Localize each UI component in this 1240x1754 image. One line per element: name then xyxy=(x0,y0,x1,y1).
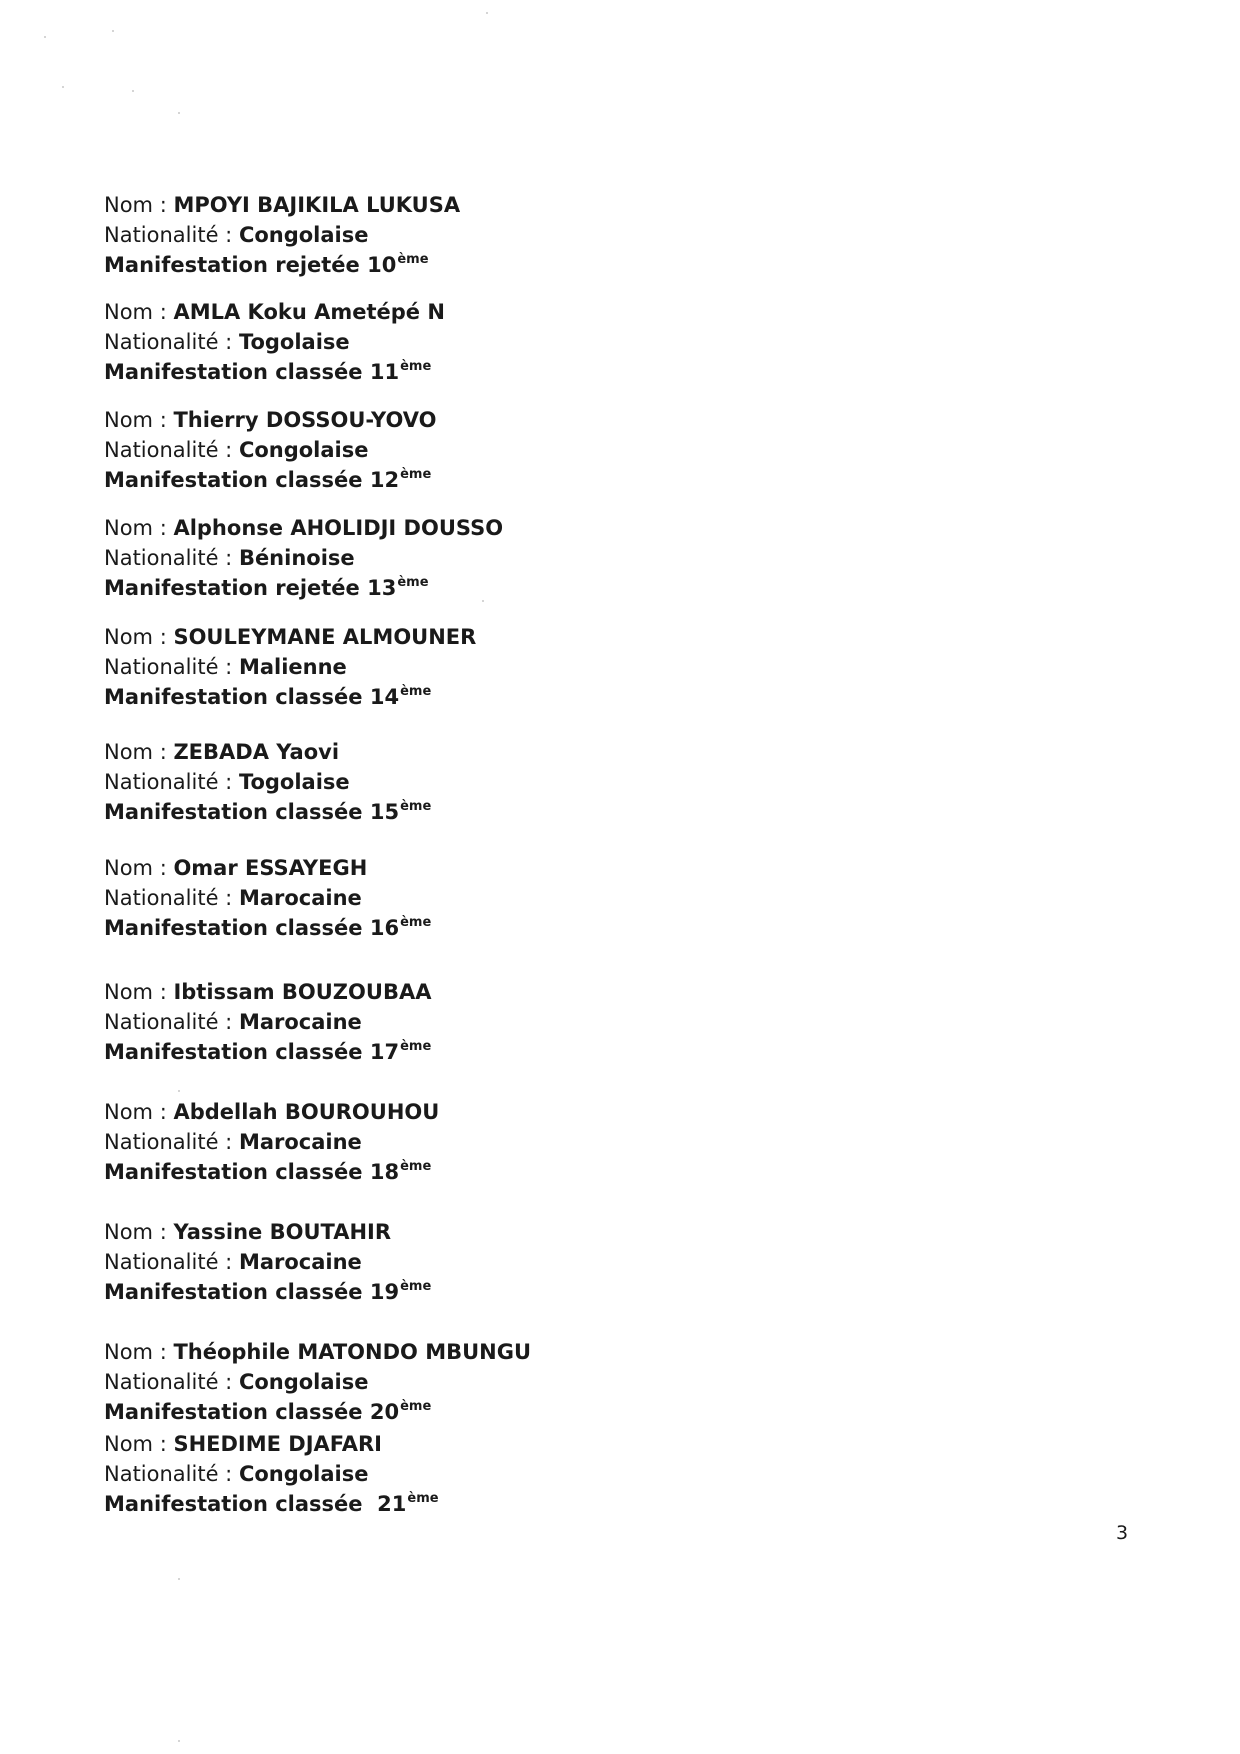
candidate-name: Abdellah BOUROUHOU xyxy=(173,1100,440,1124)
name-label: Nom xyxy=(104,625,154,649)
nationality-label: Nationalité xyxy=(104,770,219,794)
candidate-nationality: Marocaine xyxy=(238,886,362,910)
candidate-entry-5 xyxy=(104,622,476,716)
candidate-nationality: Togolaise xyxy=(238,330,350,354)
candidate-entry-8 xyxy=(104,977,431,1071)
candidate-entry-3 xyxy=(104,405,437,499)
candidate-rank: 20 xyxy=(369,1400,400,1424)
name-label: Nom xyxy=(104,740,154,764)
candidate-nationality: Marocaine xyxy=(238,1250,362,1274)
rank-suffix: ème xyxy=(400,799,432,814)
nationality-label: Nationalité xyxy=(104,1130,219,1154)
nationality-line: Nationalité : Congolaise xyxy=(104,438,369,462)
nationality-label: Nationalité xyxy=(104,1370,219,1394)
nationality-label: Nationalité xyxy=(104,655,219,679)
name-line: Nom : SOULEYMANE ALMOUNER xyxy=(104,625,477,649)
nationality-label: Nationalité xyxy=(104,1010,219,1034)
nationality-label: Nationalité xyxy=(104,546,219,570)
candidate-nationality: Congolaise xyxy=(238,1370,369,1394)
candidate-rank: 18 xyxy=(369,1160,400,1184)
nationality-line: Nationalité : Marocaine xyxy=(104,1250,362,1274)
candidate-status: Manifestation classée xyxy=(104,685,363,709)
scan-speck xyxy=(178,1740,180,1742)
name-line: Nom : MPOYI BAJIKILA LUKUSA xyxy=(104,193,461,217)
name-label: Nom xyxy=(104,300,154,324)
candidate-entry-4 xyxy=(104,513,503,607)
name-label: Nom xyxy=(104,516,154,540)
candidate-entry-10 xyxy=(104,1217,431,1311)
name-label: Nom xyxy=(104,193,154,217)
name-label: Nom xyxy=(104,1340,154,1364)
candidate-status: Manifestation classée xyxy=(104,1492,363,1516)
name-label: Nom xyxy=(104,1432,154,1456)
rank-suffix: ème xyxy=(400,1399,432,1414)
nationality-label: Nationalité xyxy=(104,1462,219,1486)
candidate-rank: 10 xyxy=(367,253,397,277)
candidate-status: Manifestation classée xyxy=(104,1400,363,1424)
candidate-status: Manifestation rejetée xyxy=(104,253,360,277)
rank-suffix: ème xyxy=(400,467,432,482)
nationality-line: Nationalité : Togolaise xyxy=(104,330,350,354)
candidate-entry-7 xyxy=(104,853,431,947)
candidate-status: Manifestation classée xyxy=(104,468,363,492)
candidate-entry-11 xyxy=(104,1337,531,1431)
rank-suffix: ème xyxy=(400,1159,432,1174)
candidate-entry-2 xyxy=(104,297,445,391)
status-line xyxy=(104,1397,531,1431)
status-line xyxy=(104,797,431,831)
candidate-name: SOULEYMANE ALMOUNER xyxy=(173,625,477,649)
name-label: Nom xyxy=(104,1100,154,1124)
candidate-entry-9 xyxy=(104,1097,439,1191)
candidate-nationality: Marocaine xyxy=(238,1010,362,1034)
candidate-rank: 13 xyxy=(367,576,397,600)
candidate-nationality: Congolaise xyxy=(238,1462,369,1486)
status-line xyxy=(104,1277,431,1311)
candidate-rank: 12 xyxy=(369,468,400,492)
candidate-name: Alphonse AHOLIDJI DOUSSO xyxy=(173,516,504,540)
name-line: Nom : Ibtissam BOUZOUBAA xyxy=(104,980,432,1004)
candidate-rank: 11 xyxy=(369,360,400,384)
status-line xyxy=(104,1489,439,1523)
nationality-label: Nationalité xyxy=(104,223,219,247)
scan-speck xyxy=(112,30,114,32)
scan-speck xyxy=(178,1090,180,1092)
candidate-rank: 14 xyxy=(369,685,400,709)
candidate-name: Omar ESSAYEGH xyxy=(173,856,368,880)
candidate-status: Manifestation classée xyxy=(104,800,363,824)
status-line xyxy=(104,913,431,947)
name-line: Nom : Omar ESSAYEGH xyxy=(104,856,368,880)
candidate-entry-6 xyxy=(104,737,431,831)
candidate-nationality: Congolaise xyxy=(238,223,369,247)
scan-speck xyxy=(132,90,134,92)
candidate-entry-12 xyxy=(104,1429,439,1523)
name-line: Nom : SHEDIME DJAFARI xyxy=(104,1432,382,1456)
name-line: Nom : ZEBADA Yaovi xyxy=(104,740,340,764)
scan-speck xyxy=(178,112,180,114)
rank-suffix: ème xyxy=(397,575,429,590)
nationality-label: Nationalité xyxy=(104,438,219,462)
candidate-rank: 21 xyxy=(377,1492,407,1516)
status-line xyxy=(104,250,460,284)
status-line xyxy=(104,1037,431,1071)
nationality-line: Nationalité : Marocaine xyxy=(104,1130,362,1154)
candidate-status: Manifestation classée xyxy=(104,916,363,940)
candidate-name: Thierry DOSSOU-YOVO xyxy=(173,408,437,432)
nationality-label: Nationalité xyxy=(104,1250,219,1274)
nationality-label: Nationalité xyxy=(104,886,219,910)
name-line: Nom : AMLA Koku Ametépé N xyxy=(104,300,445,324)
candidate-entry-1 xyxy=(104,190,460,284)
scan-speck xyxy=(44,36,46,38)
name-label: Nom xyxy=(104,856,154,880)
name-line: Nom : Thierry DOSSOU-YOVO xyxy=(104,408,437,432)
name-line: Nom : Théophile MATONDO MBUNGU xyxy=(104,1340,532,1364)
scan-speck xyxy=(486,12,488,14)
name-label: Nom xyxy=(104,408,154,432)
rank-suffix: ème xyxy=(407,1491,439,1506)
candidate-status: Manifestation classée xyxy=(104,1280,363,1304)
nationality-label: Nationalité xyxy=(104,330,219,354)
rank-suffix: ème xyxy=(400,684,432,699)
rank-suffix: ème xyxy=(397,252,429,267)
nationality-line: Nationalité : Marocaine xyxy=(104,1010,362,1034)
candidate-status: Manifestation rejetée xyxy=(104,576,360,600)
candidate-status: Manifestation classée xyxy=(104,1040,363,1064)
candidate-nationality: Togolaise xyxy=(238,770,350,794)
candidate-rank: 15 xyxy=(369,800,400,824)
status-line xyxy=(104,682,476,716)
nationality-line: Nationalité : Marocaine xyxy=(104,886,362,910)
name-line: Nom : Alphonse AHOLIDJI DOUSSO xyxy=(104,516,504,540)
name-line: Nom : Abdellah BOUROUHOU xyxy=(104,1100,440,1124)
nationality-line: Nationalité : Togolaise xyxy=(104,770,350,794)
candidate-nationality: Béninoise xyxy=(238,546,355,570)
status-line xyxy=(104,1157,439,1191)
candidate-name: Théophile MATONDO MBUNGU xyxy=(173,1340,532,1364)
nationality-line: Nationalité : Congolaise xyxy=(104,1462,369,1486)
candidate-rank: 19 xyxy=(369,1280,400,1304)
rank-suffix: ème xyxy=(400,1279,432,1294)
name-line: Nom : Yassine BOUTAHIR xyxy=(104,1220,392,1244)
nationality-line: Nationalité : Congolaise xyxy=(104,223,369,247)
nationality-line: Nationalité : Malienne xyxy=(104,655,347,679)
status-line xyxy=(104,465,437,499)
candidate-name: SHEDIME DJAFARI xyxy=(173,1432,382,1456)
scan-speck xyxy=(62,86,64,88)
nationality-line: Nationalité : Congolaise xyxy=(104,1370,369,1394)
candidate-name: AMLA Koku Ametépé N xyxy=(173,300,445,324)
name-label: Nom xyxy=(104,980,154,1004)
rank-suffix: ème xyxy=(400,915,432,930)
status-line xyxy=(104,357,445,391)
rank-suffix: ème xyxy=(400,1039,432,1054)
candidate-name: Yassine BOUTAHIR xyxy=(173,1220,392,1244)
candidate-status: Manifestation classée xyxy=(104,1160,363,1184)
nationality-line: Nationalité : Béninoise xyxy=(104,546,355,570)
candidate-nationality: Malienne xyxy=(238,655,347,679)
status-line xyxy=(104,573,503,607)
candidate-name: Ibtissam BOUZOUBAA xyxy=(173,980,432,1004)
page-number: 3 xyxy=(1116,1522,1129,1544)
rank-suffix: ème xyxy=(400,359,432,374)
candidate-nationality: Marocaine xyxy=(238,1130,362,1154)
candidate-name: MPOYI BAJIKILA LUKUSA xyxy=(173,193,461,217)
scan-speck xyxy=(482,600,484,602)
candidate-name: ZEBADA Yaovi xyxy=(173,740,340,764)
candidate-status: Manifestation classée xyxy=(104,360,363,384)
scan-speck xyxy=(178,1578,180,1580)
candidate-rank: 16 xyxy=(369,916,400,940)
candidate-nationality: Congolaise xyxy=(238,438,369,462)
name-label: Nom xyxy=(104,1220,154,1244)
candidate-rank: 17 xyxy=(369,1040,400,1064)
